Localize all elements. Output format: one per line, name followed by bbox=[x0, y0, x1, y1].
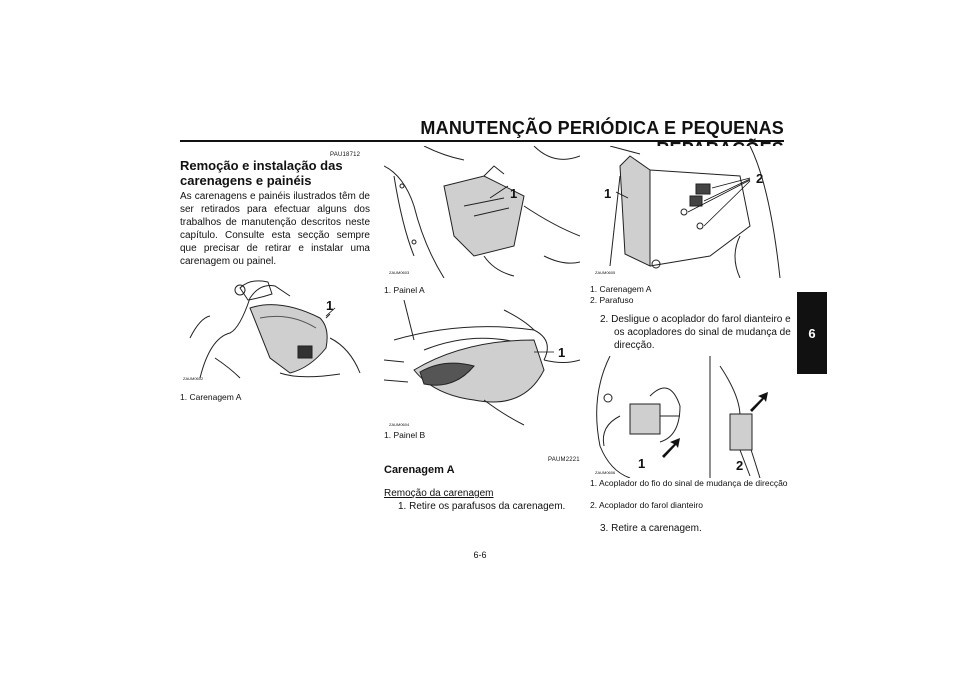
figure-carenagem-a bbox=[180, 278, 370, 384]
figure-carenagem-a-parafusos bbox=[590, 146, 784, 278]
section-code: PAU18712 bbox=[330, 152, 361, 158]
callout-1: 1 bbox=[510, 186, 518, 201]
figure-code: ZAUM0602 bbox=[183, 376, 204, 381]
figure-code: ZAUM0606 bbox=[595, 470, 616, 475]
section-body: As carenagens e painéis ilustrados têm de ser retirados para efectuar alguns dos trabalhos de manutenção descritos neste capítulo. Consulte esta secção sempre que precisar de retirar e instalar uma carenagem ou painel. bbox=[180, 191, 370, 267]
figure-code: ZAUM0605 bbox=[595, 270, 616, 275]
subsection-title: Carenagem A bbox=[384, 464, 455, 476]
callout-1: 1 bbox=[558, 345, 566, 360]
figure-painel-b bbox=[384, 300, 580, 430]
chapter-tab: 6 bbox=[797, 292, 827, 374]
caption-painel-b: 1. Painel B bbox=[384, 430, 426, 440]
illustration-acopladores bbox=[590, 356, 784, 478]
illustration-carenagem-parafusos bbox=[590, 146, 784, 278]
callout-2: 2 bbox=[736, 458, 744, 473]
caption-painel-a: 1. Painel A bbox=[384, 285, 425, 295]
step-1: 1. Retire os parafusos da carenagem. bbox=[398, 501, 566, 512]
page-header-title: MANUTENÇÃO PERIÓDICA E PEQUENAS bbox=[420, 118, 784, 138]
step-3: 3. Retire a carenagem. bbox=[600, 523, 702, 534]
caption-carenagem-a: 1. Carenagem A bbox=[180, 392, 242, 402]
caption-1-acoplador-sinal: 1. Acoplador do fio do sinal de mudança de direcção bbox=[590, 478, 788, 488]
figure-acopladores bbox=[590, 356, 784, 478]
removal-heading: Remoção da carenagem bbox=[384, 488, 494, 499]
page-number: 6-6 bbox=[473, 550, 487, 560]
illustration-painel-a bbox=[384, 146, 580, 278]
section-code: PAUM2221 bbox=[548, 457, 580, 463]
header-rule bbox=[180, 140, 784, 142]
figure-painel-a bbox=[384, 146, 580, 278]
illustration-scooter-front bbox=[180, 278, 370, 384]
figure-code: ZAUM0603 bbox=[389, 270, 410, 275]
callout-1: 1 bbox=[604, 186, 612, 201]
caption-2-acoplador-farol: 2. Acoplador do farol dianteiro bbox=[590, 500, 703, 510]
illustration-painel-b bbox=[384, 300, 580, 430]
callout-2: 2 bbox=[756, 171, 764, 186]
section-title: Remoção e instalação das carenagens e painéis bbox=[180, 158, 343, 188]
step-2: 2. Desligue o acoplador do farol dianteiro e os acopladores do sinal de mudança de direcção. bbox=[600, 314, 791, 351]
figure-code: ZAUM0604 bbox=[389, 422, 410, 427]
caption-2-parafuso: 2. Parafuso bbox=[590, 295, 634, 305]
callout-1: 1 bbox=[326, 298, 334, 313]
caption-1-carenagem-a: 1. Carenagem A bbox=[590, 284, 652, 294]
callout-1: 1 bbox=[638, 456, 646, 471]
